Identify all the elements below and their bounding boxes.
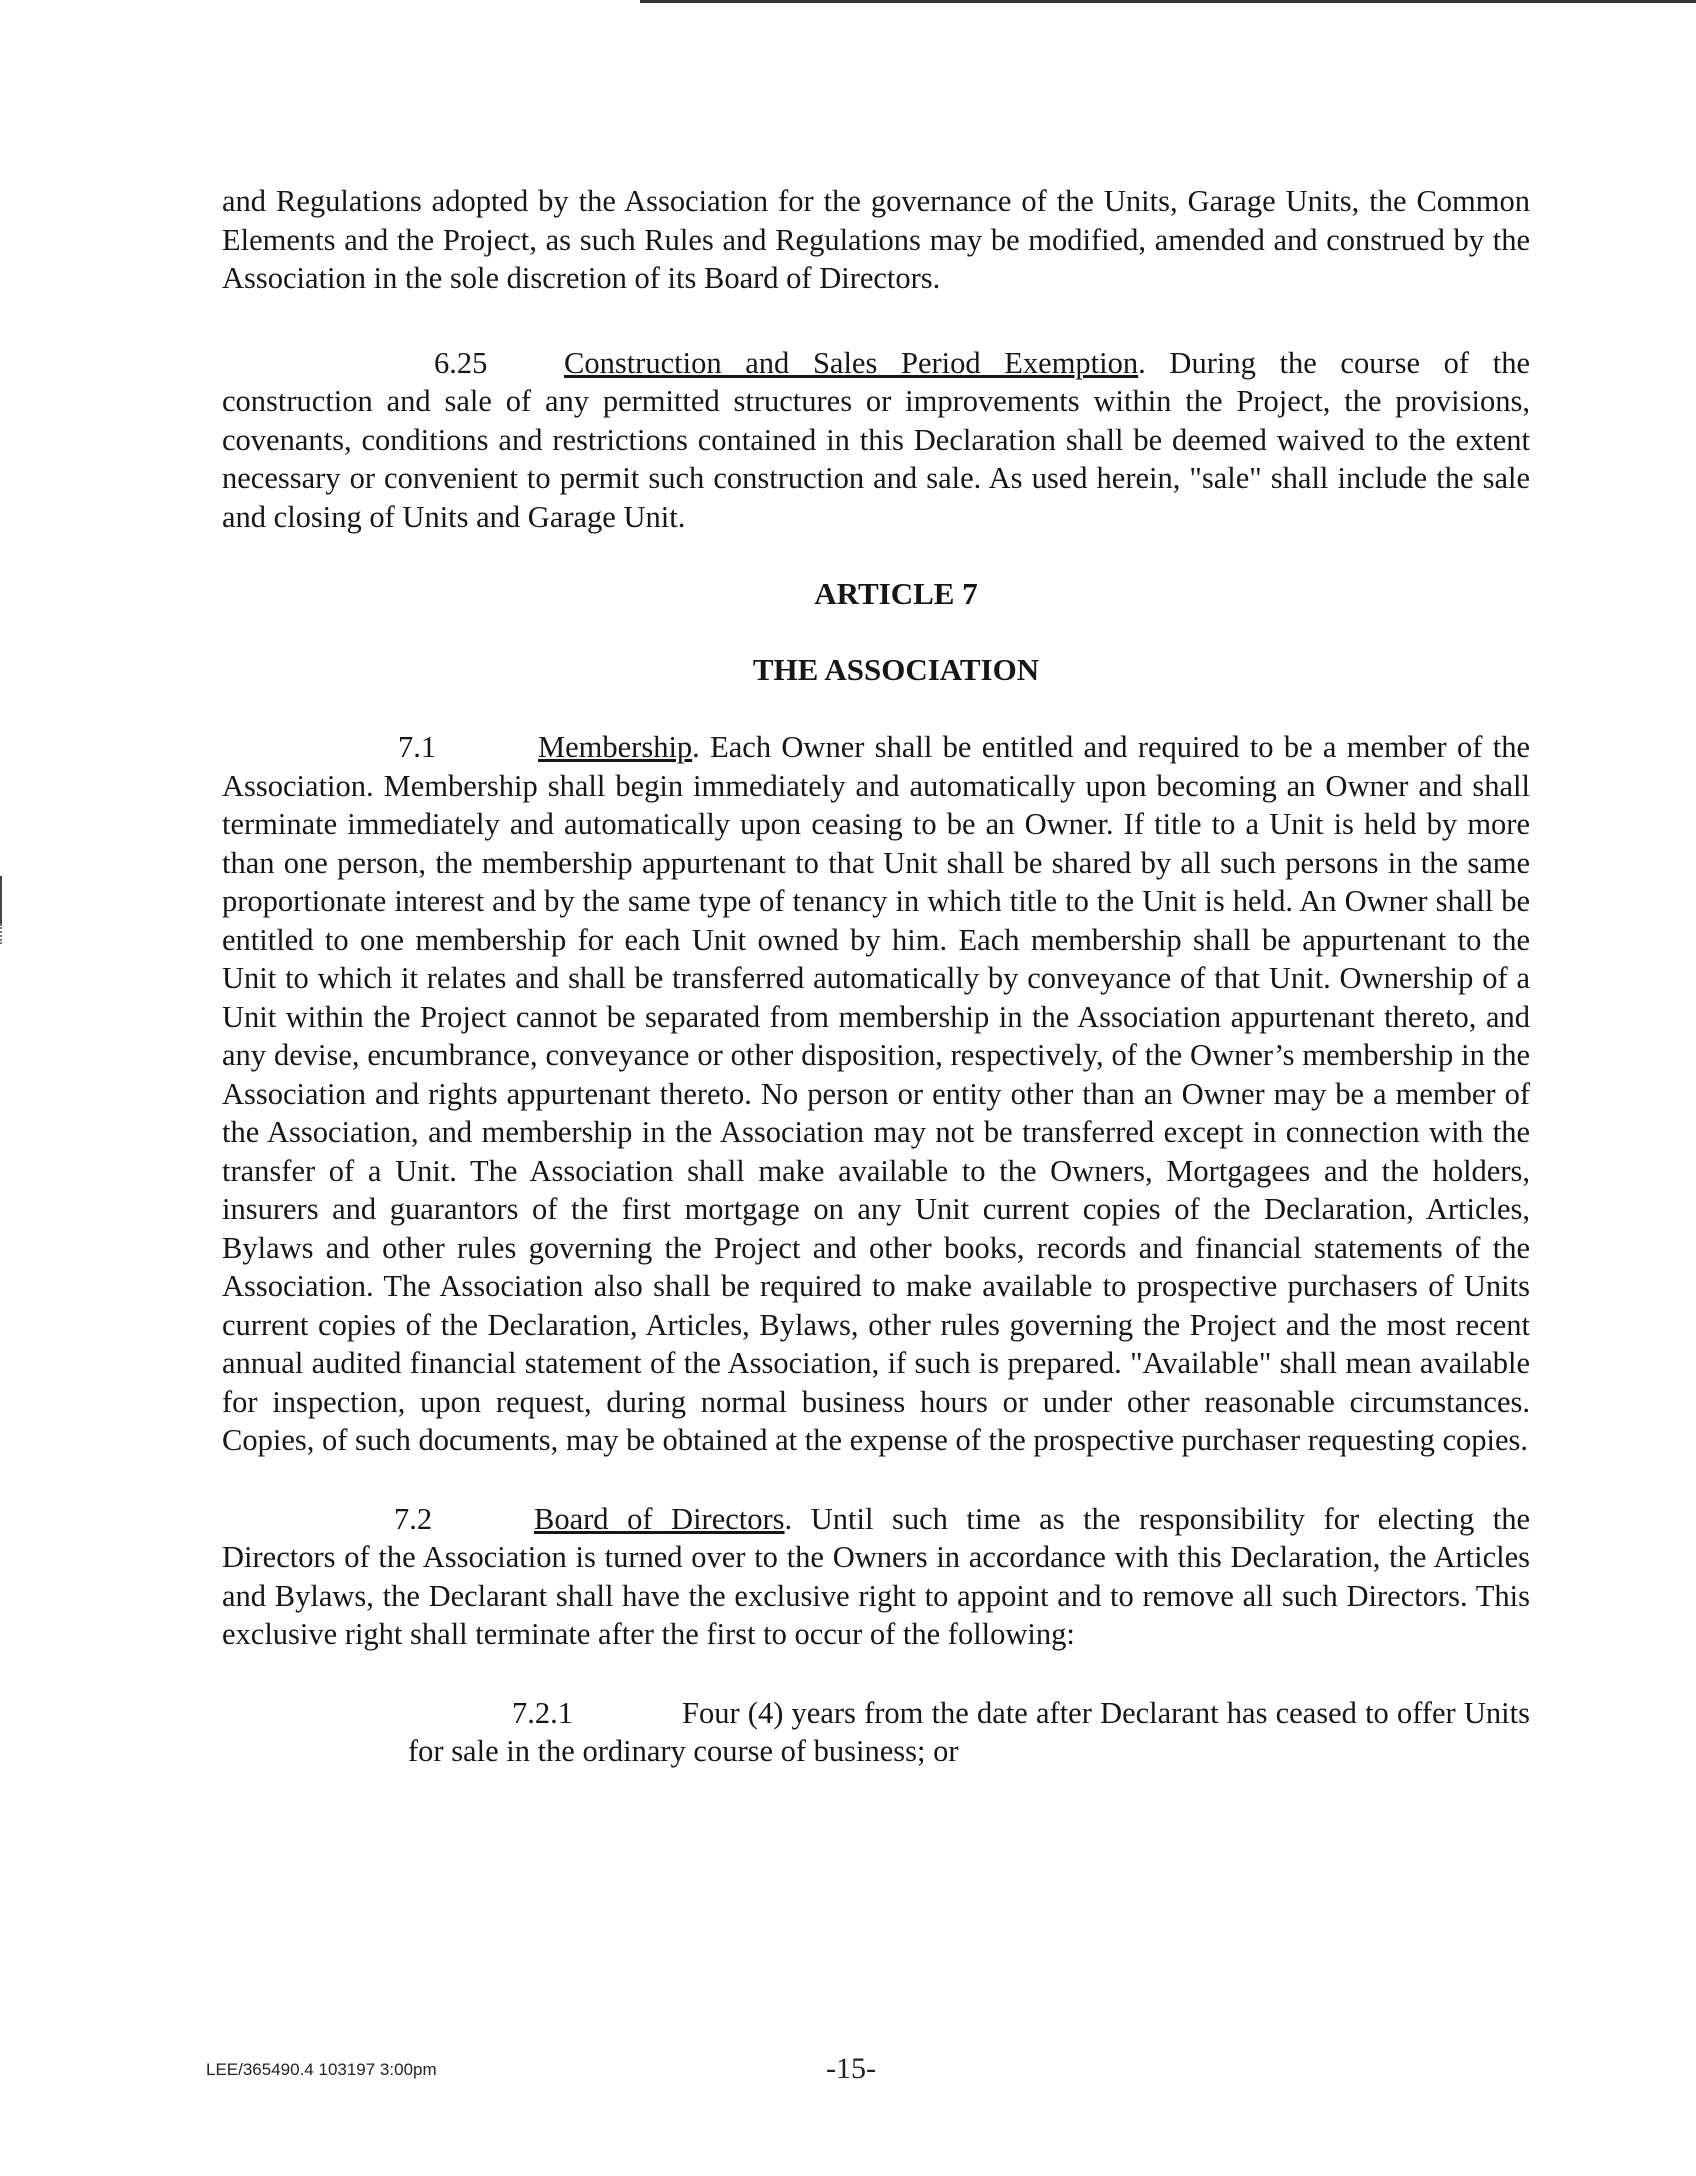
footer-doc-id: LEE/365490.4 103197 3:00pm	[206, 2060, 437, 2079]
article-label: ARTICLE 7	[814, 576, 978, 611]
section-6-25: 6.25 Construction and Sales Period Exemption. During the course of the construction and sale of any permitted structures or improvements within the Project, the provisions, covenants, conditions and restrictions contained in this Declaration shall be deemed waived to the extent necessary or convenient to permit such construction and sale. As used herein, "sale" shall include the sale and closing of Units and Garage Unit.	[222, 345, 1531, 534]
section-text: During the course of the construction and sale of any permitted structures or improvements within the Project, the provisions, covenants, conditions and restrictions contained in this Declaration shall be deemed waived to the extent necessary or convenient to permit such construction and sale. As used herein, "sale" shall include the sale and closing of Units and Garage Unit.	[222, 345, 1531, 534]
article-title: THE ASSOCIATION	[752, 652, 1040, 687]
document-body	[222, 182, 1530, 1771]
top-edge-rule	[640, 0, 1696, 3]
footer-page-number: -15-	[826, 2052, 876, 2085]
margin-scan-mark	[0, 876, 7, 924]
continuation-paragraph: and Regulations adopted by the Association for the governance of the Units, Garage Units, the Common Elements and the Project, as such Rules and Regulations may be modified, amended and construed by the Association in the sole discretion of its Board of Directors.	[222, 184, 1530, 295]
section-heading: Membership	[538, 730, 693, 764]
section-7-2-1	[408, 1694, 1530, 1771]
section-heading: Construction and Sales Period Exemption	[564, 345, 1139, 380]
section-7-2: 7.2 Board of Directors. Until such time as the responsibility for electing the Directors of the Association is turned over to the Owners in accordance with this Declaration, the Articles and Bylaws, the Declarant shall have the exclusive right to appoint and to remove all such Directors. This exclusive right shall terminate after the first to occur of the following:	[222, 1501, 1530, 1651]
section-text: Four (4) years from the date after Declarant has ceased to offer Units for sale in the ordinary course of business; or	[408, 1695, 1530, 1768]
section-7-1: 7.1 Membership. Each Owner shall be entitled and required to be a member of the Association. Membership shall begin immediately and automatically upon becoming an Owner and shall terminate immediately and automatically upon ceasing to be an Owner. If title to a Unit is held by more than one person, the membership appurtenant to that Unit shall be shared by all such persons in the same proportionate interest and by the same type of tenancy in which title to the Unit is held. An Owner shall be entitled to one membership for each Unit owned by him. Each membership shall be appurtenant to the Unit to which it relates and shall be transferred automatically by conveyance of that Unit. Ownership of a Unit within the Project cannot be separated from membership in the Association appurtenant thereto, and any devise, encumbrance, conveyance or other disposition, respectively, of the Owner’s membership in the Association and rights appurtenant thereto. No person or entity other than an Owner may be a member of the Association, and membership in the Association may not be transferred except in connection with the transfer of a Unit. The Association shall make available to the Owners, Mortgagees and the holders, insurers and guarantors of the first mortgage on any Unit current copies of the Declaration, Articles, Bylaws and other rules governing the Project and other books, records and financial statements of the Association. The Association also shall be required to make available to prospective purchasers of Units current copies of the Declaration, Articles, Bylaws, other rules governing the Project and the most recent annual audited financial statement of the Association, if such is prepared. "Available" shall mean available for inspection, upon request, during normal business hours or under other reasonable circumstances. Copies, of such documents, may be obtained at the expense of the prospective purchaser requesting copies.	[222, 730, 1531, 1457]
section-text: Until such time as the responsibility for electing the Directors of the Association is turned over to the Owners in accordance with this Declaration, the Articles and Bylaws, the Declarant shall have the exclusive right to appoint and to remove all such Directors. This exclusive right shall terminate after the first to occur of the following:	[222, 1501, 1530, 1651]
section-heading: Board of Directors	[534, 1501, 785, 1536]
section-number: 7.1	[398, 730, 437, 764]
section-text: Each Owner shall be entitled and required to be a member of the Association. Membership shall begin immediately and automatically upon becoming an Owner and shall terminate immediately and automatically upon ceasing to be an Owner. If title to a Unit is held by more than one person, the membership appurtenant to that Unit shall be shared by all such persons in the same proportionate interest and by the same type of tenancy in which title to the Unit is held. An Owner shall be entitled to one membership for each Unit owned by him. Each membership shall be appurtenant to the Unit to which it relates and shall be transferred automatically by conveyance of that Unit. Ownership of a Unit within the Project cannot be separated from membership in the Association appurtenant thereto, and any devise, encumbrance, conveyance or other disposition, respectively, of the Owner’s membership in the Association and rights appurtenant thereto. No person or entity other than an Owner may be a member of the Association, and membership in the Association may not be transferred except in connection with the transfer of a Unit. The Association shall make available to the Owners, Mortgagees and the holders, insurers and guarantors of the first mortgage on any Unit current copies of the Declaration, Articles, Bylaws and other rules governing the Project and other books, records and financial statements of the Association. The Association also shall be required to make available to prospective purchasers of Units current copies of the Declaration, Articles, Bylaws, other rules governing the Project and the most recent annual audited financial statement of the Association, if such is prepared. "Available" shall mean available for inspection, upon request, during normal business hours or under other reasonable circumstances. Copies, of such documents, may be obtained at the expense of the prospective purchaser requesting copies.	[222, 730, 1531, 1457]
margin-scan-dots	[0, 924, 5, 944]
section-number: 6.25	[434, 345, 488, 380]
section-number: 7.2	[394, 1501, 433, 1536]
section-number: 7.2.1	[512, 1695, 573, 1730]
